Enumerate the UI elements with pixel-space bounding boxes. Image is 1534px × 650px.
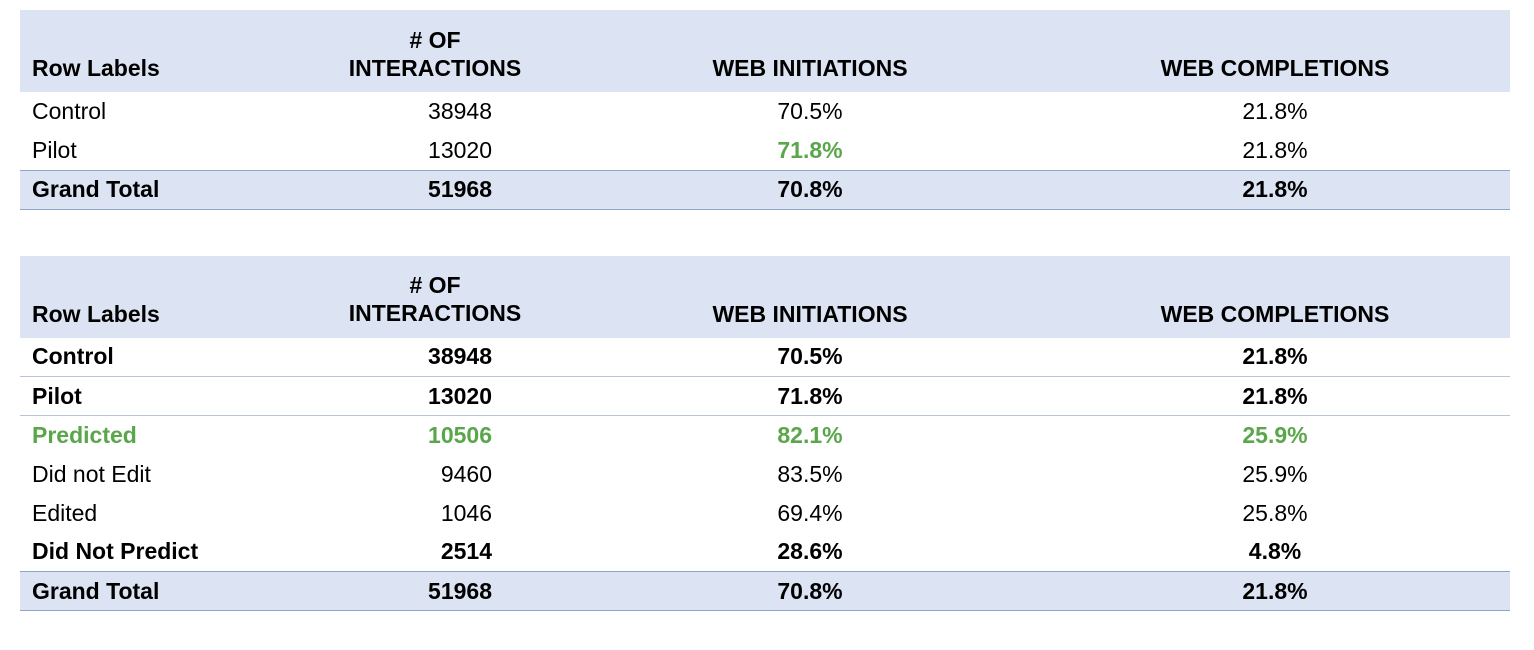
cell-web-completions: 21.8% (1242, 136, 1308, 163)
column-header-row-labels[interactable] (20, 10, 290, 92)
row-label: Predicted (32, 421, 137, 448)
cell-web-completions: 21.8% (1040, 170, 1510, 209)
table-row[interactable] (20, 338, 1510, 377)
cell-interactions: 9460 (440, 460, 492, 487)
table-row[interactable] (20, 455, 1510, 494)
table-row-grand-total[interactable] (20, 170, 1510, 209)
table-row-grand-total[interactable] (20, 572, 1510, 611)
column-header-web-completions[interactable] (1040, 256, 1510, 338)
row-label: Grand Total (20, 572, 290, 611)
cell-interactions: 10506 (428, 421, 492, 448)
cell-interactions: 13020 (428, 136, 492, 163)
cell-interactions: 51968 (290, 170, 580, 209)
row-label: Pilot (20, 377, 290, 416)
table-row[interactable] (20, 131, 1510, 170)
row-label: Edited (32, 499, 98, 526)
cell-web-initiations: 70.8% (580, 170, 1040, 209)
column-header-row-labels[interactable] (20, 256, 290, 338)
column-header-web-initiations[interactable] (580, 10, 1040, 92)
row-label: Control (20, 338, 290, 377)
report-page (0, 10, 1534, 650)
cell-web-completions: 25.9% (1242, 460, 1308, 487)
column-header-label: WEB COMPLETIONS (1160, 55, 1390, 81)
column-header-label-line2: INTERACTIONS (348, 300, 522, 327)
cell-web-initiations: 83.5% (777, 460, 843, 487)
row-label: Control (32, 98, 107, 124)
cell-web-completions: 21.8% (1242, 98, 1308, 124)
cell-interactions: 13020 (290, 377, 580, 416)
row-label: Did not Edit (32, 460, 151, 487)
cell-web-initiations: 70.5% (777, 98, 843, 124)
cell-interactions: 51968 (290, 572, 580, 611)
table-row[interactable] (20, 377, 1510, 416)
cell-web-completions: 4.8% (1248, 538, 1302, 565)
summary-pivot-header (20, 10, 1510, 92)
table-row[interactable] (20, 533, 1510, 572)
cell-interactions: 1046 (440, 499, 492, 526)
summary-pivot-table (20, 10, 1510, 210)
cell-interactions: 38948 (428, 98, 492, 124)
column-header-interactions[interactable] (290, 256, 580, 338)
column-header-label: Row Labels (32, 300, 160, 327)
cell-web-initiations: 28.6% (777, 538, 843, 565)
column-header-label: Row Labels (32, 55, 160, 81)
cell-interactions: 38948 (290, 338, 580, 377)
row-label: Grand Total (20, 170, 290, 209)
column-header-label-line1: # OF (409, 26, 461, 53)
column-header-label-line1: # OF (409, 272, 461, 299)
cell-web-initiations: 71.8% (580, 377, 1040, 416)
detail-pivot-table (20, 256, 1510, 612)
column-header-web-completions[interactable] (1040, 10, 1510, 92)
column-header-label: WEB INITIATIONS (712, 300, 908, 327)
column-header-label-line2: INTERACTIONS (348, 54, 522, 81)
cell-web-initiations: 70.5% (580, 338, 1040, 377)
column-header-label: WEB COMPLETIONS (1160, 300, 1390, 327)
cell-web-initiations: 69.4% (777, 499, 843, 526)
cell-web-completions: 25.9% (1242, 421, 1308, 448)
cell-web-initiations: 70.8% (580, 572, 1040, 611)
table-row[interactable] (20, 494, 1510, 533)
cell-web-completions: 21.8% (1040, 338, 1510, 377)
column-header-interactions[interactable] (290, 10, 580, 92)
table-row[interactable] (20, 92, 1510, 131)
cell-web-completions: 25.8% (1242, 499, 1308, 526)
table-row-predicted[interactable] (20, 416, 1510, 455)
cell-interactions: 2514 (440, 538, 492, 565)
detail-pivot-body (20, 338, 1510, 611)
detail-pivot-header (20, 256, 1510, 338)
summary-pivot-body (20, 92, 1510, 209)
cell-web-initiations: 82.1% (777, 421, 843, 448)
row-label: Did Not Predict (32, 538, 199, 565)
cell-web-completions: 21.8% (1040, 572, 1510, 611)
column-header-web-initiations[interactable] (580, 256, 1040, 338)
cell-web-completions: 21.8% (1040, 377, 1510, 416)
cell-web-initiations: 71.8% (777, 136, 843, 163)
row-label: Pilot (32, 136, 77, 163)
column-header-label: WEB INITIATIONS (712, 55, 908, 81)
